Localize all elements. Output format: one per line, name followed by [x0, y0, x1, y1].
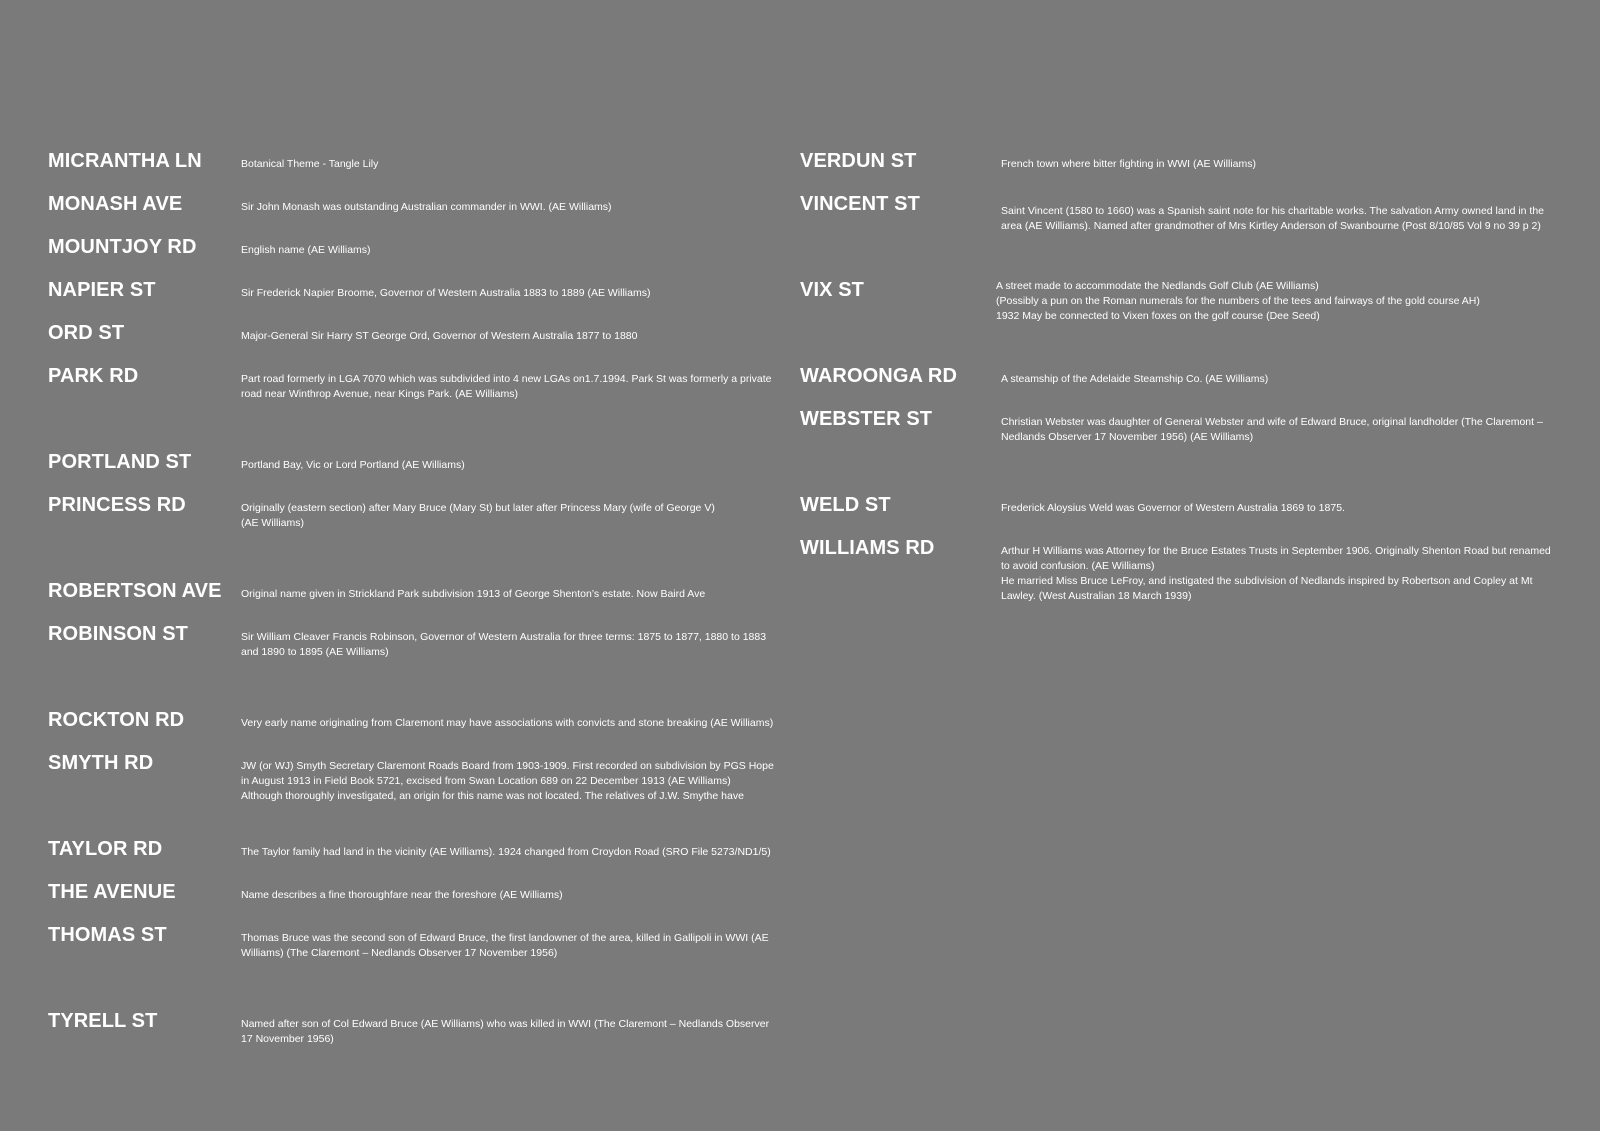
street-description: Original name given in Strickland Park subdivision 1913 of George Shenton’s estate. Now Baird Ave — [241, 588, 706, 600]
street-name: ORD ST — [48, 322, 125, 344]
street-name: MONASH AVE — [48, 193, 183, 215]
street-description: The Taylor family had land in the vicinity (AE Williams). 1924 changed from Croydon Road (SRO File 5273/ND1/5) — [241, 846, 771, 858]
street-description: Sir John Monash was outstanding Australian commander in WWI. (AE Williams) — [241, 201, 612, 213]
street-name: ROBERTSON AVE — [48, 580, 222, 602]
street-name: ROCKTON RD — [48, 709, 185, 731]
street-name: WILLIAMS RD — [800, 537, 935, 559]
street-name: TAYLOR RD — [48, 838, 163, 860]
street-description: English name (AE Williams) — [241, 244, 371, 256]
street-name: MOUNTJOY RD — [48, 236, 197, 258]
street-description: Name describes a fine thoroughfare near the foreshore (AE Williams) — [241, 889, 563, 901]
street-description: Thomas Bruce was the second son of Edward Bruce, the first landowner of the area, killed in Gallipoli in WWI (AE Williams) (The Claremont – Nedlands Observer 17 November 1956) — [241, 932, 769, 959]
street-description: Very early name originating from Claremont may have associations with convicts and stone breaking (AE Williams) — [241, 717, 774, 729]
street-name: PARK RD — [48, 365, 139, 387]
street-name: VINCENT ST — [800, 193, 920, 215]
street-name: VIX ST — [800, 279, 864, 301]
street-name: WELD ST — [800, 494, 891, 516]
street-name: ROBINSON ST — [48, 623, 188, 645]
street-description: A steamship of the Adelaide Steamship Co. (AE Williams) — [1001, 373, 1269, 385]
street-name: PORTLAND ST — [48, 451, 192, 473]
street-description: Sir Frederick Napier Broome, Governor of Western Australia 1883 to 1889 (AE Williams) — [241, 287, 651, 299]
street-description: Saint Vincent (1580 to 1660) was a Spanish saint note for his charitable works. The salvation Army owned land in the area (AE Williams). Named after grandmother of Mrs Kirtley Anderson of Swanbourne (Post 8/10/85 Vol 9 no 39 p 2) — [1001, 205, 1545, 232]
street-description: Named after son of Col Edward Bruce (AE Williams) who was killed in WWI (The Claremont – Nedlands Observer 17 November 1956) — [241, 1018, 770, 1045]
street-description: Botanical Theme - Tangle Lily — [241, 158, 379, 170]
street-description: Frederick Aloysius Weld was Governor of Western Australia 1869 to 1875. — [1001, 502, 1345, 514]
street-description: A street made to accommodate the Nedlands Golf Club (AE Williams) (Possibly a pun on the Roman numerals for the numbers of the tees and fairways of the gold course AH) 1932 May be connected to Vixen foxes on the golf course (Dee Seed) — [996, 280, 1480, 322]
street-name: TYRELL ST — [48, 1010, 158, 1032]
street-description: Part road formerly in LGA 7070 which was subdivided into 4 new LGAs on1.7.1994. Park St was formerly a private road near Winthrop Avenue, near Kings Park. (AE Williams) — [241, 373, 772, 400]
street-description: Originally (eastern section) after Mary Bruce (Mary St) but later after Princess Mary (wife of George V) (AE Williams) — [241, 502, 715, 529]
street-name: NAPIER ST — [48, 279, 156, 301]
street-description: Major-General Sir Harry ST George Ord, Governor of Western Australia 1877 to 1880 — [241, 330, 638, 342]
street-name: MICRANTHA LN — [48, 150, 202, 172]
street-name: PRINCESS RD — [48, 494, 186, 516]
street-name: SMYTH RD — [48, 752, 154, 774]
street-name: WEBSTER ST — [800, 408, 933, 430]
street-description: JW (or WJ) Smyth Secretary Claremont Roads Board from 1903-1909. First recorded on subdivision by PGS Hope in August 1913 in Field Book 5721, excised from Swan Location 689 on 22 December 1913 (AE Williams) Although thoroughly investigated, an origin for this name was not located. The relatives of J.W. Smythe have — [241, 760, 774, 802]
street-description: Sir William Cleaver Francis Robinson, Governor of Western Australia for three terms: 1875 to 1877, 1880 to 1883 and 1890 to 1895 (AE Williams) — [241, 631, 767, 658]
street-description: Arthur H Williams was Attorney for the Bruce Estates Trusts in September 1906. Originally Shenton Road but renamed to avoid confusion. (AE Williams) He married Miss Bruce LeFroy, and instigated the subdivision of Nedlands inspired by Robertson and Copley at Mt Lawley. (West Australian 18 March 1939) — [1001, 545, 1551, 602]
street-name: THOMAS ST — [48, 924, 167, 946]
street-name: THE AVENUE — [48, 881, 176, 903]
street-description: Portland Bay, Vic or Lord Portland (AE Williams) — [241, 459, 465, 471]
street-description: French town where bitter fighting in WWI (AE Williams) — [1001, 158, 1256, 170]
street-description: Christian Webster was daughter of General Webster and wife of Edward Bruce, original landholder (The Claremont – Nedlands Observer 17 November 1956) (AE Williams) — [1001, 416, 1543, 443]
street-name: VERDUN ST — [800, 150, 917, 172]
street-name: WAROONGA RD — [800, 365, 958, 387]
